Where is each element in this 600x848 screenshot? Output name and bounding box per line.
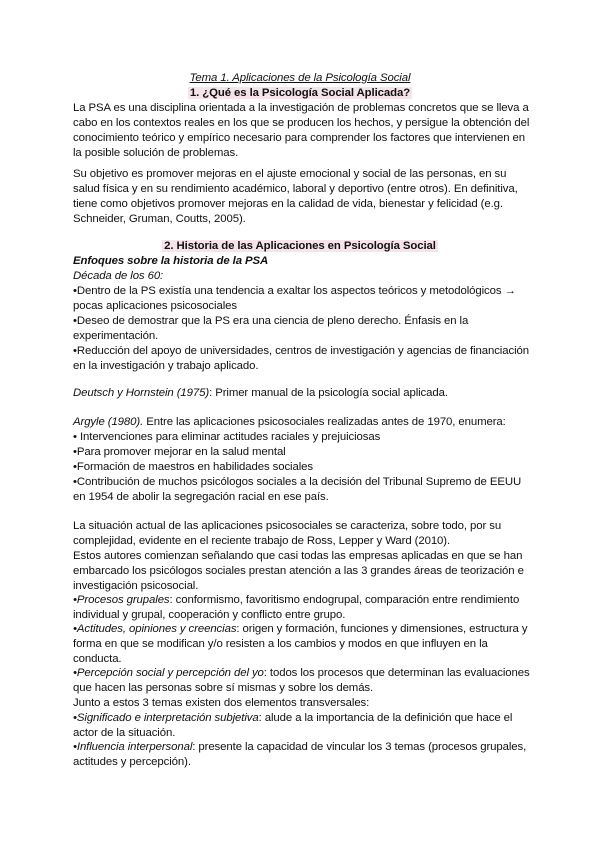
paragraph-2-line: Schneider, Gruman, Coutts, 2005). bbox=[73, 213, 246, 225]
paragraph-1-line: cabo en los contextos reales en los que se producen los hechos, y persigue la obtención del bbox=[73, 117, 530, 129]
transversal-2-continuation: actitudes y percepción). bbox=[73, 756, 191, 768]
deutsch-text: : Primer manual de la psicología social aplicada. bbox=[209, 387, 448, 399]
area-1-line bbox=[73, 594, 519, 607]
paragraph-1-line: la posible solución de problemas. bbox=[73, 147, 239, 159]
deutsch-line bbox=[73, 387, 448, 400]
area-2-text: : origen y formación, funciones y dimensiones, estructura y bbox=[236, 623, 528, 635]
transversal-intro: Junto a estos 3 temas existen dos elementos transversales: bbox=[73, 697, 370, 709]
decade-line: •Reducción del apoyo de universidades, centros de investigación y agencias de financiación bbox=[73, 345, 529, 357]
transversal-1-line bbox=[73, 712, 512, 725]
area-2-continuation: conducta. bbox=[73, 653, 122, 665]
section-1-heading bbox=[0, 87, 600, 100]
document-title: Tema 1. Aplicaciones de la Psicología Social bbox=[189, 72, 411, 84]
transversal-1-continuation: actor de la situación. bbox=[73, 727, 176, 739]
argyle-list-item: en 1954 de abolir la segregación racial en ese país. bbox=[73, 491, 329, 503]
decade-label: Década de los 60: bbox=[73, 270, 164, 282]
section-2-heading-text: 2. Historia de las Aplicaciones en Psicología Social bbox=[164, 240, 436, 252]
transversal-2-label: •Influencia interpersonal bbox=[73, 741, 193, 753]
section-2-heading bbox=[0, 240, 600, 253]
argyle-list-item: •Formación de maestros en habilidades sociales bbox=[73, 461, 313, 473]
transversal-2-line bbox=[73, 741, 526, 754]
area-3-line bbox=[73, 667, 530, 680]
paragraph-2-line: tiene como objetivos promover mejoras en la calidad de vida, bienestar y felicidad (e.g. bbox=[73, 198, 503, 210]
decade-line: •Deseo de demostrar que la PS era una ciencia de pleno derecho. Énfasis en la bbox=[73, 315, 469, 327]
area-1-label: •Procesos grupales bbox=[73, 594, 170, 606]
area-3-continuation: que hacen las personas sobre sí mismas y sobre los demás. bbox=[73, 682, 374, 694]
area-2-continuation: forma en que se modifican y/o resisten a los cambios y modos en que influyen en la bbox=[73, 638, 488, 650]
decade-line: •Dentro de la PS existía una tendencia a exaltar los aspectos teóricos y metodológicos → bbox=[73, 285, 516, 297]
paragraph-3-line: La situación actual de las aplicaciones psicosociales se caracteriza, sobre todo, por su bbox=[73, 520, 502, 532]
paragraph-3-line: Estos autores comienzan señalando que casi todas las empresas aplicadas en que se han bbox=[73, 550, 523, 562]
paragraph-3-line: complejidad, evidente en el reciente trabajo de Ross, Lepper y Ward (2010). bbox=[73, 535, 451, 547]
argyle-list-item: •Para promover mejorar en la salud mental bbox=[73, 446, 286, 458]
transversal-1-label: •Significado e interpretación subjetiva bbox=[73, 712, 259, 724]
area-2-line bbox=[73, 623, 527, 636]
decade-line: en la investigación y trabajo aplicado. bbox=[73, 360, 259, 372]
argyle-reference: Argyle (1980). bbox=[73, 416, 144, 428]
area-3-text: : todos los procesos que determinan las evaluaciones bbox=[263, 667, 530, 679]
decade-line: pocas aplicaciones psicosociales bbox=[73, 300, 237, 312]
paragraph-2-line: salud física y en su rendimiento académico, laboral y deportivo (entre otros). En definitiva, bbox=[73, 183, 518, 195]
paragraph-1-line: La PSA es una disciplina orientada a la investigación de problemas concretos que se lleva a bbox=[73, 102, 529, 114]
deutsch-reference: Deutsch y Hornstein (1975) bbox=[73, 387, 210, 399]
decade-line: experimentación. bbox=[73, 330, 159, 342]
argyle-line bbox=[73, 416, 506, 429]
transversal-1-text: : alude a la importancia de la definición que hace el bbox=[258, 712, 513, 724]
section-1-heading-text: 1. ¿Qué es la Psicología Social Aplicada? bbox=[189, 87, 411, 99]
argyle-list-item: • Intervenciones para eliminar actitudes raciales y prejuiciosas bbox=[73, 431, 381, 443]
area-2-label: •Actitudes, opiniones y creencias bbox=[73, 623, 237, 635]
subheading: Enfoques sobre la historia de la PSA bbox=[73, 255, 269, 267]
area-1-text: : conformismo, favoritismo endogrupal, comparación entre rendimiento bbox=[169, 594, 520, 606]
argyle-list-item: •Contribución de muchos psicólogos sociales a la decisión del Tribunal Supremo de EEUU bbox=[73, 476, 522, 488]
area-1-continuation: individual y grupal, cooperación y conflicto entre grupo. bbox=[73, 609, 346, 621]
argyle-text: Entre las aplicaciones psicosociales realizadas antes de 1970, enumera: bbox=[143, 416, 506, 428]
area-3-label: •Percepción social y percepción del yo bbox=[73, 667, 264, 679]
paragraph-3-line: embarcado los psicólogos sociales prestan atención a las 3 grandes áreas de teorización e bbox=[73, 565, 524, 577]
paragraph-1-line: conocimiento teórico y empírico necesario para comprender los factores que intervienen en bbox=[73, 132, 526, 144]
paragraph-3-line: investigación psicosocial. bbox=[73, 580, 199, 592]
paragraph-2-line: Su objetivo es promover mejoras en el ajuste emocional y social de las personas, en su bbox=[73, 168, 507, 180]
transversal-2-text: : presente la capacidad de vincular los 3 temas (procesos grupales, bbox=[192, 741, 527, 753]
